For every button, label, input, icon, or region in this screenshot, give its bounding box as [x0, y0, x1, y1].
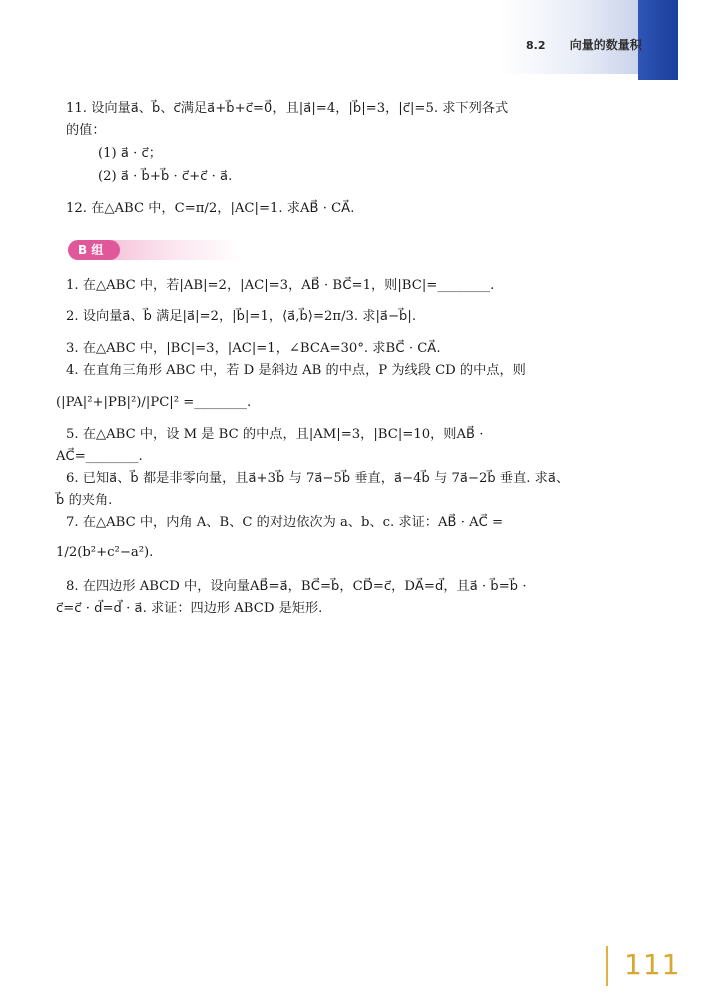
section-title: 向量的数量积	[569, 38, 642, 52]
problem-b5-line-2: AC⃗=________.	[56, 449, 143, 464]
problem-b5-line-1: 5. 在△ABC 中，设 M 是 BC 的中点，且|AM|=3，|BC|=10，则AB⃗ ·	[66, 427, 484, 442]
problem-b4-line-1: 4. 在直角三角形 ABC 中，若 D 是斜边 AB 的中点，P 为线段 CD 的中点，则	[66, 363, 526, 378]
page-number: 111	[624, 948, 681, 981]
group-b-banner	[112, 240, 242, 260]
problem-b2: 2. 设向量a⃗、b⃗ 满足|a⃗|=2，|b⃗|=1，⟨a⃗,b⃗⟩=2π/3. 求|a⃗−b⃗|.	[66, 309, 417, 324]
problem-b8-line-1: 8. 在四边形 ABCD 中，设向量AB⃗=a⃗，BC⃗=b⃗，CD⃗=c⃗，DA⃗=d⃗，且a⃗ · b⃗=b⃗ ·	[66, 579, 527, 594]
problem-b1: 1. 在△ABC 中，若|AB|=2，|AC|=3，AB⃗ · BC⃗=1，则|BC|=________.	[66, 278, 495, 293]
problem-11-line-1: 11. 设向量a⃗、b⃗、c⃗满足a⃗+b⃗+c⃗=0⃗，且|a⃗|=4，|b⃗|=3，|c⃗|=5. 求下列各式	[66, 101, 509, 116]
problem-b7-line-1: 7. 在△ABC 中，内角 A、B、C 的对边依次为 a、b、c. 求证：AB⃗ · AC⃗ =	[66, 515, 504, 530]
running-header	[526, 36, 642, 53]
problem-12: 12. 在△ABC 中，C=π/2，|AC|=1. 求AB⃗ · CA⃗.	[66, 201, 355, 216]
header-tab	[638, 0, 678, 80]
problem-b8-line-2: c⃗=c⃗ · d⃗=d⃗ · a⃗. 求证：四边形 ABCD 是矩形.	[56, 601, 323, 616]
group-b-badge: B 组	[68, 240, 120, 260]
section-number: 8.2	[526, 39, 546, 52]
problem-11-part-1: (1) a⃗ · c⃗；	[98, 146, 162, 161]
page-number-divider	[606, 946, 608, 986]
problem-b3: 3. 在△ABC 中，|BC|=3，|AC|=1，∠BCA=30°. 求BC⃗ · CA⃗.	[66, 341, 441, 356]
problem-b6-line-2: b⃗ 的夹角.	[56, 493, 113, 508]
problem-11-line-2: 的值：	[66, 123, 106, 138]
problem-b4-line-2: (|PA|²+|PB|²)/|PC|² =________.	[56, 395, 252, 410]
problem-b7-line-2: 1/2(b²+c²−a²).	[56, 545, 154, 560]
problem-b6-line-1: 6. 已知a⃗、b⃗ 都是非零向量，且a⃗+3b⃗ 与 7a⃗−5b⃗ 垂直，a⃗−4b⃗ 与 7a⃗−2b⃗ 垂直. 求a⃗、	[66, 471, 570, 486]
problem-11-part-2: (2) a⃗ · b⃗+b⃗ · c⃗+c⃗ · a⃗.	[98, 169, 233, 184]
